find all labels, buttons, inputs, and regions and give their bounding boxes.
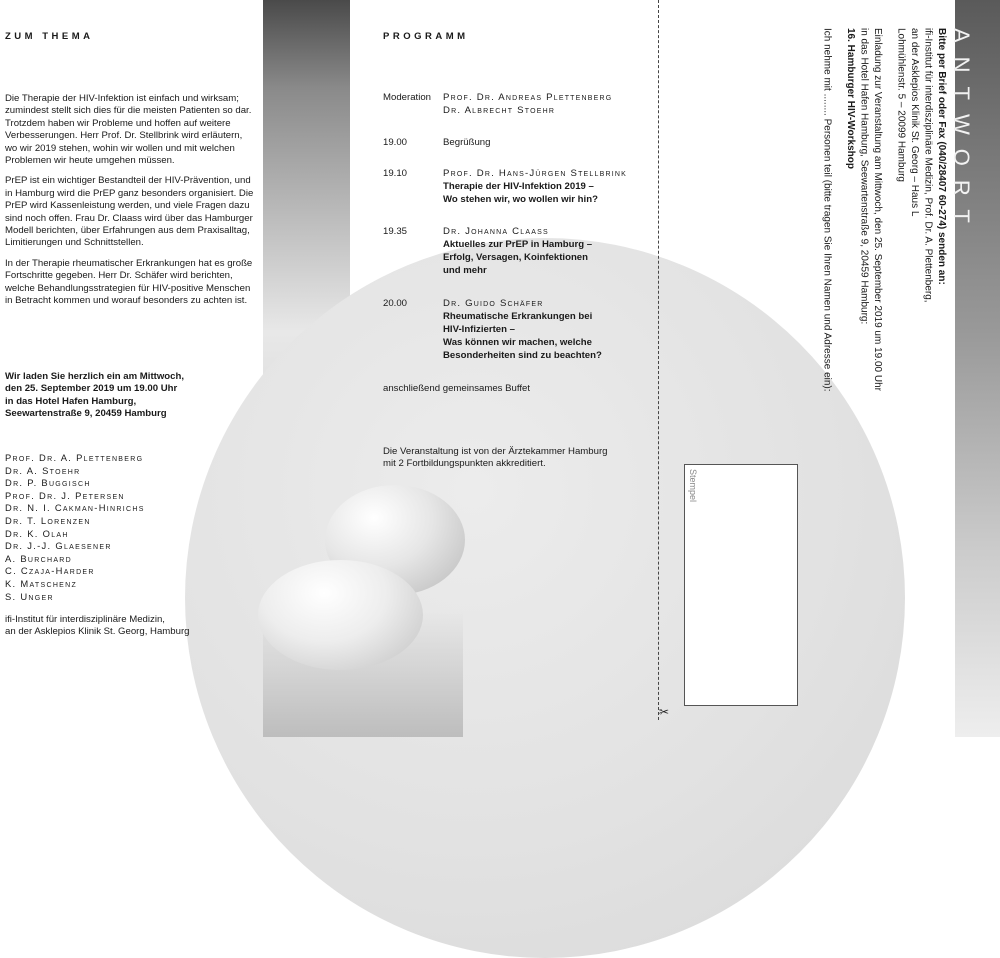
organizer-name: Dr. N. I. Cakman-Hinrichs (5, 502, 145, 514)
cut-line (658, 0, 659, 720)
invitation-line: den 25. September 2019 um 19.00 Uhr (5, 383, 178, 395)
reply-send-line: Bitte per Brief oder Fax (040/28407 60-274) senden an: (936, 28, 947, 285)
stamp-field[interactable] (684, 464, 798, 706)
accreditation-line: mit 2 Fortbildungspunkten akkreditiert. (383, 458, 546, 470)
organizer-name: Prof. Dr. J. Petersen (5, 489, 125, 501)
moderator-name: Prof. Dr. Andreas Plettenberg (443, 92, 613, 103)
topic-paragraph: In der Therapie rheumatischer Erkrankungen hat es große Fortschritte gegeben. Herr Dr. Schäfer wird berichten, welche Behandlungsstrategien für HIV-positive Menschen in Betracht kommen und worauf besonders zu achten ist. (5, 257, 253, 307)
program-title: HIV-Infizierten – (443, 324, 515, 335)
program-speaker: Prof. Dr. Hans-Jürgen Stellbrink (443, 168, 628, 179)
program-speaker: Dr. Guido Schäfer (443, 298, 544, 309)
reply-form (788, 28, 948, 448)
program-time: 20.00 (383, 298, 408, 309)
program-time: 19.35 (383, 226, 408, 237)
organizer-name: Dr. J.-J. Glaesener (5, 540, 112, 552)
institute-line: an der Asklepios Klinik St. Georg, Hamburg (5, 626, 190, 638)
organizer-name: C. Czaja-Harder (5, 565, 95, 577)
reply-event-line: in das Hotel Hafen Hamburg, Seewartenstraße 9, 20459 Hamburg: (858, 28, 870, 325)
organizer-name: S. Unger (5, 590, 54, 602)
invitation-line: Seewartenstraße 9, 20459 Hamburg (5, 408, 167, 420)
program-title: und mehr (443, 265, 487, 276)
organizer-name: K. Matschenz (5, 577, 78, 589)
accreditation-line: Die Veranstaltung ist von der Ärztekammer Hamburg (383, 446, 608, 457)
program-time: 19.10 (383, 168, 408, 179)
scissors-icon: ✂ (659, 705, 670, 719)
program-title: Rheumatische Erkrankungen bei (443, 311, 593, 322)
reply-address-line: ifi-Institut für interdisziplinäre Medizin, Prof. Dr. A. Plettenberg, (922, 28, 934, 303)
program-title: Wo stehen wir, wo wollen wir hin? (443, 194, 598, 205)
reply-attendance[interactable]: Ich nehme mit ........ Personen teil (bitte tragen Sie Ihren Namen und Adresse ein): (821, 28, 833, 392)
program-speaker: Dr. Johanna Claass (443, 226, 549, 237)
organizer-name: Dr. P. Buggisch (5, 477, 91, 489)
moderation-label: Moderation (383, 92, 431, 103)
institute-address (5, 614, 255, 639)
section-heading-program: PROGRAMM (383, 31, 469, 42)
program-title: Besonderheiten sind zu beachten? (443, 350, 602, 361)
topic-text (5, 93, 255, 316)
stamp-label: Stempel (688, 469, 698, 503)
invitation-text (5, 371, 260, 421)
invitation-line: Wir laden Sie herzlich ein am Mittwoch, (5, 371, 185, 382)
organizer-name: Prof. Dr. A. Plettenberg (5, 452, 144, 463)
program-time: 19.00 (383, 137, 408, 148)
program-title: Aktuelles zur PrEP in Hamburg – (443, 239, 593, 250)
reply-title: ANTWORT (949, 28, 974, 237)
section-heading-topic: ZUM THEMA (5, 31, 94, 42)
organizer-list (5, 452, 255, 603)
reply-event-line: Einladung zur Veranstaltung am Mittwoch, den 25. September 2019 um 19.00 Uhr (872, 28, 883, 391)
accreditation-note (383, 446, 643, 471)
decorative-pill (258, 560, 423, 670)
program-title: Erfolg, Versagen, Koinfektionen (443, 252, 588, 263)
topic-paragraph: PrEP ist ein wichtiger Bestandteil der HIV-Prävention, und in Hamburg wird die PrEP ganz besonders organisiert. Die PrEP wird Kassenleistung werden, und viele Fragen dazu sind noch offen. Frau Dr. Claass wird über das Hamburger Modell berichten, über Erfahrungen aus dem Praxisalltag, Limitierungen und Schnittstellen. (5, 175, 254, 249)
invitation-line: in das Hotel Hafen Hamburg, (5, 395, 137, 407)
organizer-name: Dr. T. Lorenzen (5, 514, 91, 526)
organizer-name: Dr. K. Olah (5, 527, 69, 539)
moderator-name: Dr. Albrecht Stoehr (443, 105, 556, 116)
reply-workshop: 16. Hamburger HIV-Workshop (845, 28, 856, 169)
program-title: Was können wir machen, welche (443, 337, 592, 348)
program-title: Begrüßung (443, 137, 491, 148)
organizer-name: A. Burchard (5, 552, 73, 564)
organizer-name: Dr. A. Stoehr (5, 464, 81, 476)
reply-address-line: an der Asklepios Klinik St. Georg – Haus L (909, 28, 920, 217)
program-buffet: anschließend gemeinsames Buffet (383, 383, 531, 394)
reply-address-line: Lohmühlenstr. 5 – 20099 Hamburg (895, 28, 907, 182)
program-title: Therapie der HIV-Infektion 2019 – (443, 181, 594, 192)
institute-line: ifi-Institut für interdisziplinäre Medizin, (5, 614, 165, 625)
topic-paragraph: Die Therapie der HIV-Infektion ist einfach und wirksam; zumindest stellt sich dies für die meisten Patienten so dar. Trotzdem haben wir Probleme und hoffen auf weitere Verbesserungen. Herr Prof. Dr. Stellbrink wird erläutern, wo wir 2019 stehen, wohin wir wollen und mit welchen Problemen wir heute umgehen müssen. (5, 93, 252, 167)
